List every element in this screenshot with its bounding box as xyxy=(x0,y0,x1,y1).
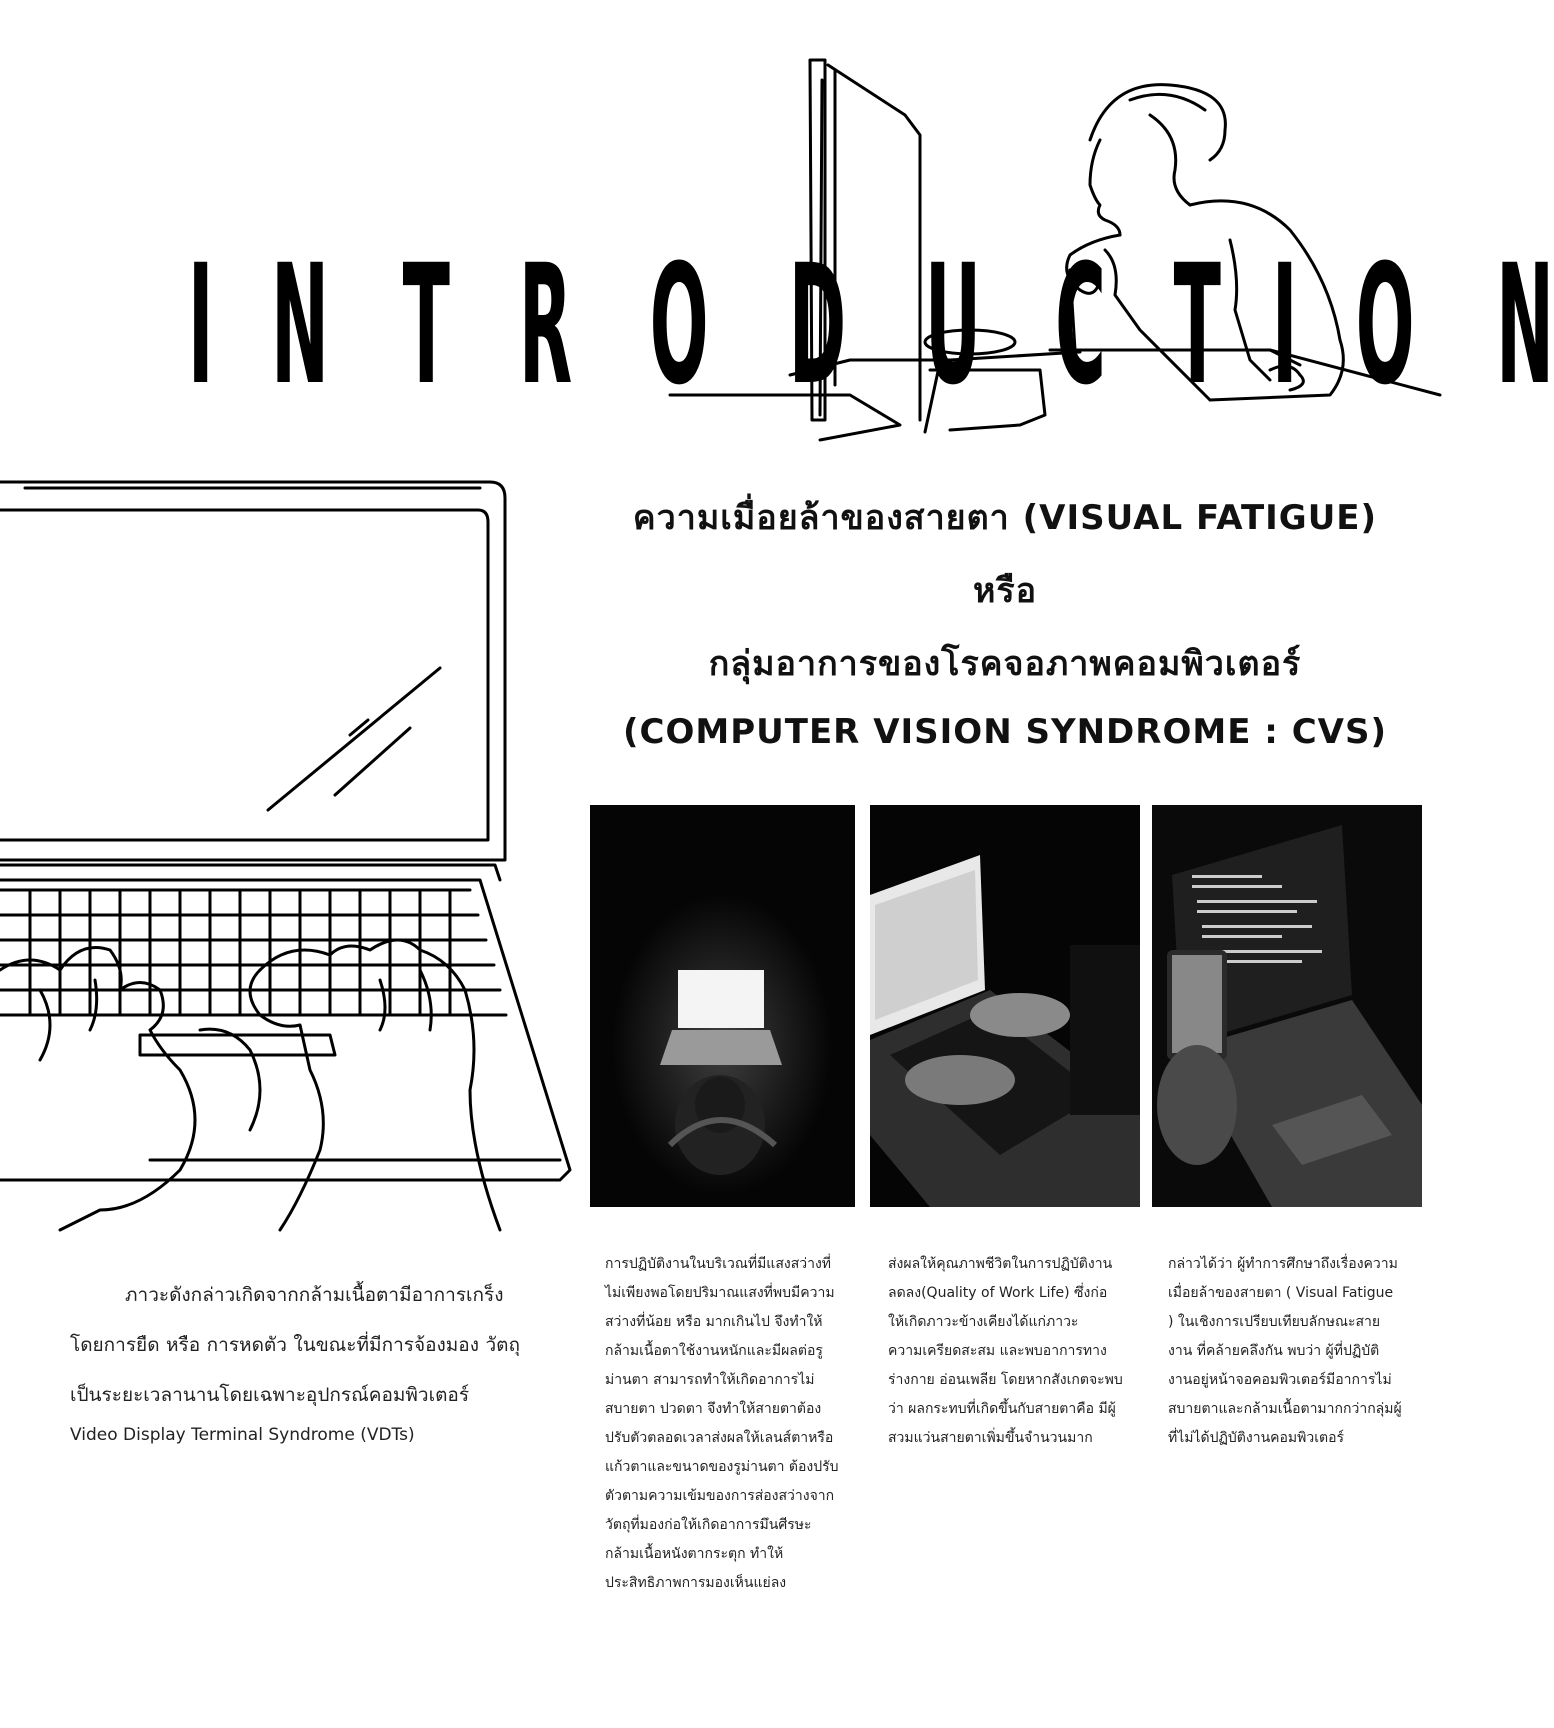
heading-english-subtitle: (COMPUTER VISION SYNDROME : CVS) xyxy=(623,712,1387,752)
intro-english-term: Video Display Terminal Syndrome (VDTs) xyxy=(70,1425,415,1445)
photo-hands-typing-laptop xyxy=(870,805,1140,1207)
title-letter: I xyxy=(1271,228,1298,421)
heading-connector: หรือ xyxy=(972,571,1038,611)
column-text-quality-of-life: ส่งผลให้คุณภาพชีวิตในการปฏิบัติงานลดลง(Quality of Work Life) ซึ่งก่อให้เกิดภาวะข้างเคียงได้แก่ภาวะความเครียดสะสม และพบอาการทางร่างกาย อ่อนเพลีย โดยหากสังเกตจะพบว่า ผลกระทบที่เกิดขึ้นกับสายตาคือ มีผู้สวมแว่นสายตาเพิ่มขึ้นจำนวนมาก xyxy=(888,1256,1123,1446)
title-letter: O xyxy=(649,228,709,421)
heading-thai-english: ความเมื่อยล้าของสายตา (VISUAL FATIGUE) xyxy=(632,498,1378,538)
laptop-typing-hands-illustration xyxy=(0,470,580,1230)
title-letter: T xyxy=(402,228,450,421)
page-title xyxy=(170,228,1554,421)
title-letter: D xyxy=(789,228,847,421)
title-letter: U xyxy=(925,228,982,421)
title-letter: O xyxy=(1356,228,1416,421)
photo-phone-laptop-code xyxy=(1152,805,1422,1207)
intro-paragraph: ภาวะดังกล่าวเกิดจากกล้ามเนื้อตามีอาการเกร็ง โดยการยืด หรือ การหดตัว ในขณะที่มีการจ้องมอง วัตถุเป็นระยะเวลานานโดยเฉพาะอุปกรณ์คอมพิวเตอร์ xyxy=(70,1284,520,1406)
title-letter: N xyxy=(271,228,330,421)
title-letter: R xyxy=(518,228,573,421)
title-letter: I xyxy=(187,228,214,421)
title-letter: N xyxy=(1495,228,1554,421)
column-text-comparison: กล่าวได้ว่า ผู้ทำการศึกษาถึงเรื่องความเมื่อยล้าของสายตา ( Visual Fatigue ) ในเชิงการเปรียบเทียบลักษณะสายงาน ที่คล้ายคลึงกัน พบว่า ผู้ที่ปฏิบัติงานอยู่หน้าจอคอมพิวเตอร์มีอาการไม่สบายตาและกล้ามเนื้อตามากกว่ากลุ่มผู้ที่ไม่ได้ปฏิบัติงานคอมพิวเตอร์ xyxy=(1168,1256,1402,1446)
title-letter: T xyxy=(1174,228,1222,421)
heading-thai-subtitle: กลุ่มอาการของโรคจอภาพคอมพิวเตอร์ xyxy=(708,644,1302,684)
photo-person-laptop-dark xyxy=(590,805,855,1207)
title-letter: C xyxy=(1055,228,1107,421)
column-text-lighting: การปฏิบัติงานในบริเวณที่มีแสงสว่างที่ไม่เพียงพอโดยปริมาณแสงที่พบมีความสว่างที่น้อย หรือ มากเกินไป จึงทำให้กล้ามเนื้อตาใช้งานหนักและมีผลต่อรูม่านตา สามารถทำให้เกิดอาการไม่สบายตา ปวดตา จึงทำให้สายตาต้องปรับตัวตลอดเวลาส่งผลให้เลนส์ตาหรือแก้วตาและขนาดของรูม่านตา ต้องปรับตัวตามความเข้มของการส่องสว่างจากวัตถุที่มองก่อให้เกิดอาการมึนศีรษะ กล้ามเนื้อหนังตากระตุก ทำให้ประสิทธิภาพการมองเห็นแย่ลง xyxy=(605,1256,839,1591)
